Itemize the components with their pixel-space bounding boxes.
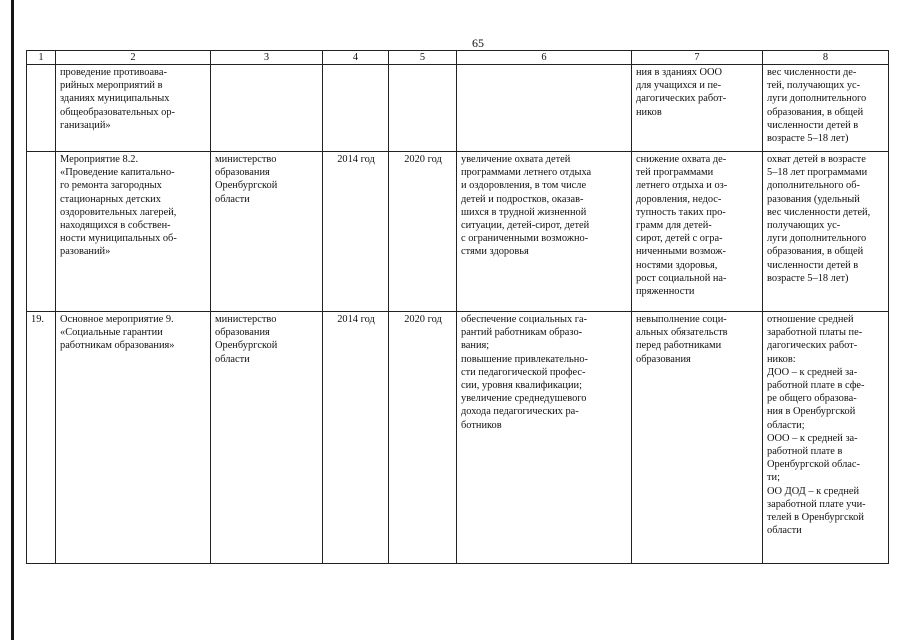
expected-result-cell: увеличение охвата детей программами летнего отдыха и оздоровления, в том числе детей и подростков, оказав- шихся в трудной жизненной ситуации, детей-сирот, детей с ограниченными возможно- стями здоровья	[457, 152, 632, 312]
indicator-link-cell: вес численности де- тей, получающих ус- луги дополнительного образования, в общей численности детей в возрасте 5–18 лет)	[763, 65, 889, 152]
expected-result-cell	[457, 65, 632, 152]
indicator-link-cell: охват детей в возрасте 5–18 лет программами дополнительного об- разования (удельный вес численности детей, получающих ус- луги дополнительного образования, в общей численности детей в возрасте 5–18 лет)	[763, 152, 889, 312]
page-number: 65	[472, 36, 484, 50]
scan-margin-line	[11, 0, 14, 640]
expected-result-cell: обеспечение социальных га- рантий работникам образо- вания; повышение привлекательно- сти педагогической профес- сии, уровня квалификации; увеличение среднедушевого дохода педагогических ра- ботников	[457, 312, 632, 564]
column-header: 2	[56, 51, 211, 65]
start-year-cell	[323, 65, 389, 152]
non-implementation-consequences-cell: снижение охвата де- тей программами летнего отдыха и оз- доровления, недос- тупность таких про- грамм для детей- сирот, детей с огра- ниченными возмож- ностями здоровья, рост социальной на- пряженности	[632, 152, 763, 312]
non-implementation-consequences-cell: ния в зданиях ООО для учащихся и пе- дагогических работ- ников	[632, 65, 763, 152]
executor-cell	[211, 65, 323, 152]
measure-name-cell: Мероприятие 8.2. «Проведение капитально- го ремонта загородных стационарных детских оздоровительных лагерей, находящихся в собствен- ности муниципальных об- разований»	[56, 152, 211, 312]
end-year-cell: 2020 год	[389, 312, 457, 564]
column-header: 5	[389, 51, 457, 65]
non-implementation-consequences-cell: невыполнение соци- альных обязательств перед работниками образования	[632, 312, 763, 564]
start-year-cell: 2014 год	[323, 312, 389, 564]
measure-name-cell: Основное мероприятие 9. «Социальные гарантии работникам образования»	[56, 312, 211, 564]
end-year-cell	[389, 65, 457, 152]
table-row	[27, 152, 889, 312]
table-row	[27, 65, 889, 152]
column-number-row	[27, 51, 889, 65]
column-header: 1	[27, 51, 56, 65]
column-header: 8	[763, 51, 889, 65]
row-number-cell	[27, 65, 56, 152]
end-year-cell: 2020 год	[389, 152, 457, 312]
column-header: 4	[323, 51, 389, 65]
executor-cell: министерство образования Оренбургской области	[211, 312, 323, 564]
column-header: 7	[632, 51, 763, 65]
executor-cell: министерство образования Оренбургской области	[211, 152, 323, 312]
start-year-cell: 2014 год	[323, 152, 389, 312]
program-measures-table	[26, 50, 889, 564]
column-header: 3	[211, 51, 323, 65]
row-number-cell	[27, 152, 56, 312]
row-number-cell: 19.	[27, 312, 56, 564]
table-row	[27, 312, 889, 564]
indicator-link-cell: отношение средней заработной платы пе- дагогических работ- ников: ДОО – к средней за- работной плате в сфе- ре общего образова- ния в Оренбургской области; ООО – к средней за- работной плате в Оренбургской облас- ти; ОО ДОД – к средней заработной плате учи- телей в Оренбургской области	[763, 312, 889, 564]
column-header: 6	[457, 51, 632, 65]
measure-name-cell: проведение противоава- рийных мероприятий в зданиях муниципальных общеобразовательных ор- ганизаций»	[56, 65, 211, 152]
